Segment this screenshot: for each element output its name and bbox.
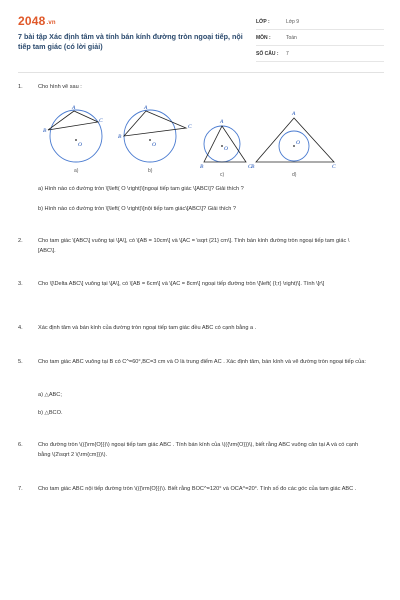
triangle-b (124, 111, 186, 136)
question-5-part-b: b) △BCO. (38, 410, 63, 416)
point-label: B (251, 164, 255, 170)
point-label: C (248, 164, 252, 170)
question-1-part-b: b) Hình nào có đường tròn \[\left( O \right)\]nội tiếp tam giác\[ABC\]? Giải thích ? (38, 206, 237, 212)
question-5-part-a: a) △ABC; (38, 392, 62, 398)
question-text: Cho đường tròn \(({\rm{O}})\) ngoại tiếp tam giác ABC . Tính bán kính của \(({\rm{O}})\), biết rằng ABC vuông cân tại A và có cạnh bằng \(2\sqrt 2 \(\rm{cm}})\). (38, 442, 359, 458)
question-1-part-a: a) Hình nào có đường tròn \[\left( O \right)\]ngoại tiếp tam giác \[ABC\]? Giải thích ? (38, 186, 244, 192)
question-number: 7. (18, 486, 23, 492)
circle-a (50, 110, 102, 162)
point-label: A (220, 119, 224, 125)
point-label: A (144, 105, 148, 111)
point-label: O (152, 142, 156, 148)
question-text: Cho hình vẽ sau : (38, 84, 82, 90)
point-label: B (200, 164, 204, 170)
question-number: 6. (18, 442, 23, 448)
point-label: O (78, 142, 82, 148)
meta-table (256, 16, 384, 64)
site-logo[interactable] (18, 14, 56, 28)
meta-row-class (256, 16, 384, 30)
center-d (293, 145, 295, 147)
meta-label: SỐ CÂU : (256, 51, 279, 57)
figure-c (200, 119, 252, 178)
center-b (149, 139, 151, 141)
point-label: B (43, 128, 47, 134)
question-text: Cho tam giác ABC vuông tại B có C^=60°,BC=3 cm và O là trung điểm AC . Xác định tâm, bán kính và vẽ đường tròn ngoại tiếp của: (38, 359, 366, 365)
question-text: Cho \[\Delta ABC\] vuông tại \[A\], có \[AB = 6cm\] và \[AC = 8cm\] ngoại tiếp đường tròn \[\left( {I;r} \right)\]. Tính \[r\] (38, 281, 325, 287)
point-label: C (99, 118, 103, 124)
meta-label: MÔN : (256, 35, 271, 41)
figure-d (251, 111, 336, 178)
geometry-figures (38, 100, 338, 182)
point-label: O (224, 146, 228, 152)
triangle-d (256, 118, 334, 162)
meta-value: Lớp 9 (286, 19, 300, 25)
header (18, 14, 384, 70)
question-number: 2. (18, 238, 23, 244)
point-label: A (292, 111, 296, 117)
figure-label: a) (74, 168, 79, 174)
figure-b (118, 105, 192, 174)
point-label: C (188, 124, 192, 130)
question-number: 1. (18, 84, 23, 90)
question-number: 5. (18, 359, 23, 365)
meta-value: Toán (286, 35, 297, 41)
header-divider (18, 72, 384, 73)
question-1-figures (38, 100, 338, 182)
logo-text: 2048 (18, 14, 46, 28)
meta-row-count (256, 48, 384, 62)
figure-label: b) (148, 168, 153, 174)
circle-c (204, 126, 240, 162)
center-a (75, 139, 77, 141)
question-number: 3. (18, 281, 23, 287)
page-title: 7 bài tập Xác định tâm và tính bán kính đường tròn ngoại tiếp, nội tiếp tam giác (có lời giải) (18, 32, 243, 51)
point-label: A (72, 105, 76, 111)
question-number: 4. (18, 325, 23, 331)
logo-suffix: .vn (46, 20, 56, 26)
point-label: C (332, 164, 336, 170)
meta-label: LỚP : (256, 19, 270, 25)
question-text: Cho tam giác \[ABC\] vuông tại \[A\], có \[AB = 10cm\] và \[AC = \sqrt {21} cm\]. Tính bán kính đường tròn ngoại tiếp tam giác \[ABC\]. (38, 238, 350, 254)
question-text: Xác định tâm và bán kính của đường tròn ngoại tiếp tam giác đều ABC có cạnh bằng a . (38, 325, 257, 331)
meta-row-subject (256, 32, 384, 46)
circle-b (124, 110, 176, 162)
center-c (221, 145, 223, 147)
figure-label: d) (292, 172, 297, 178)
point-label: O (296, 140, 300, 146)
figure-a (43, 105, 103, 174)
question-text: Cho tam giác ABC nội tiếp đường tròn \(({\rm{O}})\). Biết rằng BOC^=120° và OCA^=20°. Tính số đo các góc của tam giác ABC . (38, 486, 357, 492)
point-label: B (118, 134, 122, 140)
figure-label: c) (220, 172, 225, 178)
meta-value: 7 (286, 51, 289, 57)
